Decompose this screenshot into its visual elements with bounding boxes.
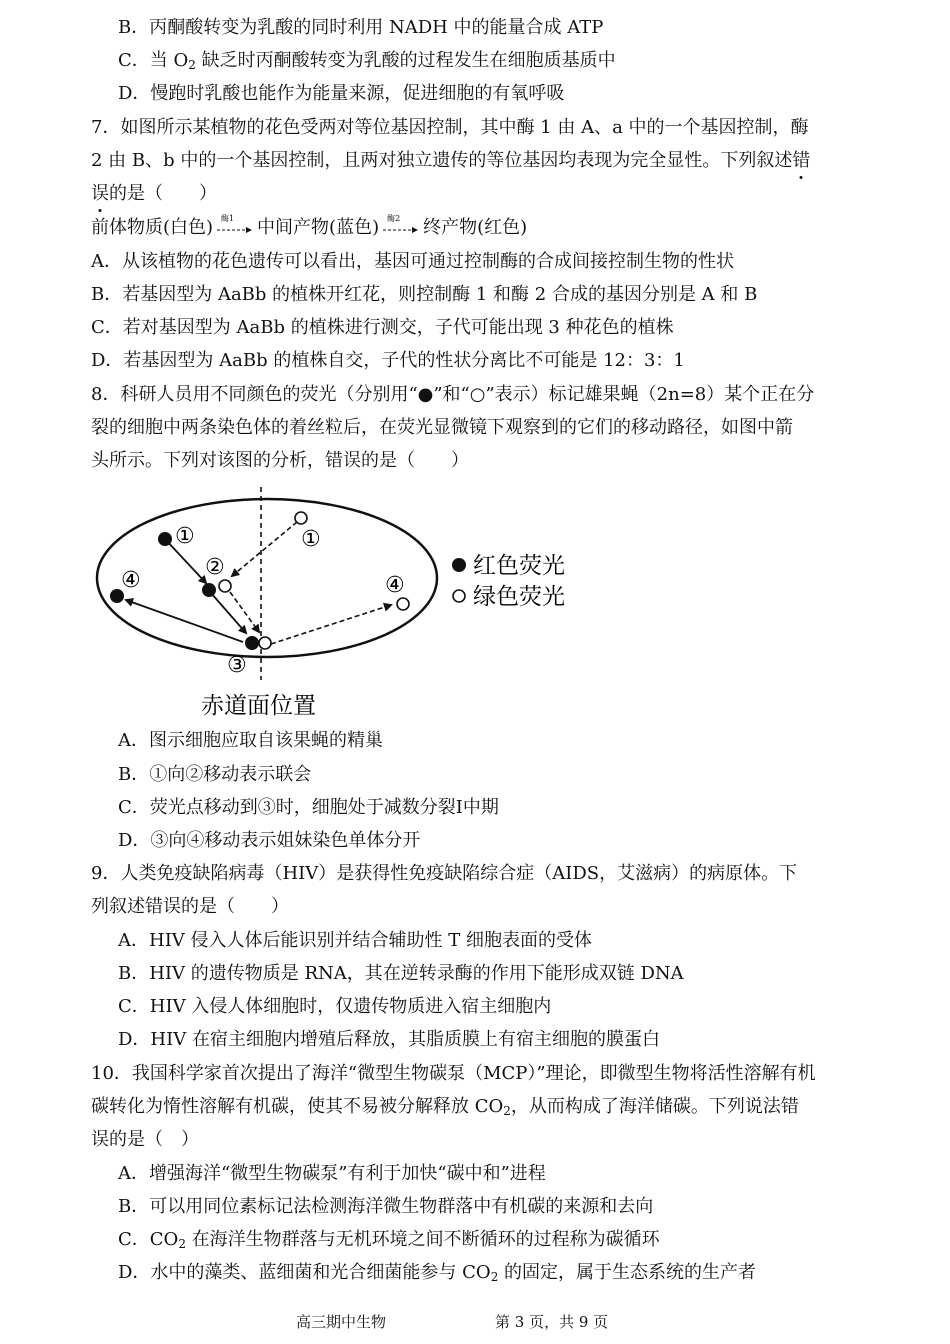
- legend-red-label: 红色荧光: [473, 553, 565, 579]
- green-path-1-to-2: [232, 522, 297, 576]
- q10-stem-line-2: [91, 1095, 799, 1123]
- green-dot-1: [295, 512, 307, 524]
- mark-red-4: ④: [121, 568, 141, 593]
- q6-option-c: [118, 49, 616, 77]
- mark-green-4: ④: [385, 573, 405, 598]
- q10-option-d: [118, 1261, 756, 1289]
- mark-3: ③: [227, 653, 247, 678]
- q9-option-b: B．HIV 的遗传物质是 RNA，其在逆转录酶的作用下能形成双链 DNA: [118, 963, 684, 984]
- red-path-2-to-3: [211, 593, 246, 633]
- footer-page-number: 第 3 页，共 9 页: [495, 1313, 609, 1331]
- q10d-subscript: 2: [490, 1270, 499, 1284]
- green-path-2-to-3: [230, 592, 259, 632]
- q10c-text-b: 在海洋生物群落与无机环境之间不断循环的过程称为碳循环: [185, 1229, 660, 1250]
- q10d-text-a: D．水中的藻类、蓝细菌和光合细菌能参与 CO: [118, 1262, 491, 1283]
- q10-stem-line-1: 10．我国科学家首次提出了海洋“微型生物碳泵（MCP）”理论，即微型生物将活性溶解有机: [91, 1063, 816, 1084]
- red-dot-2: [202, 583, 216, 597]
- mark-red-1: ①: [175, 524, 195, 549]
- q7-option-d: D．若基因型为 AaBb 的植株自交，子代的性状分离比不可能是 12：3：1: [91, 350, 685, 371]
- q7-option-c: C．若对基因型为 AaBb 的植株进行测交，子代可能出现 3 种花色的植株: [91, 317, 674, 338]
- q7-emphasis-wu: 误: [91, 183, 109, 204]
- legend-red-dot: [452, 558, 466, 572]
- equatorial-plane-caption: 赤道面位置: [201, 693, 316, 719]
- q8-option-a: A．图示细胞应取自该果蝇的精巢: [118, 730, 383, 751]
- pathway-final: 终产物(红色): [423, 217, 528, 238]
- q9-option-a: A．HIV 侵入人体后能识别并结合辅助性 T 细胞表面的受体: [118, 930, 592, 951]
- red-dot-3: [245, 636, 259, 650]
- q7-stem-2a: 2 由 B、b 中的一个基因控制，且两对独立遗传的等位基因均表现为完全显性。下列叙述: [91, 150, 793, 171]
- green-dot-4: [397, 598, 409, 610]
- q10c-subscript: 2: [178, 1237, 186, 1251]
- arrow-right-icon: [215, 226, 253, 234]
- q8-option-c: C．荧光点移动到③时，细胞处于减数分裂Ⅰ中期: [118, 797, 499, 818]
- q10-stem-2b: ，从而构成了海洋储碳。下列说法错: [510, 1096, 799, 1117]
- q7-stem-line-3: [91, 182, 217, 206]
- arrow-right-icon: [381, 226, 419, 234]
- red-dot-1: [158, 532, 172, 546]
- q8-stem-line-2: 裂的细胞中两条染色体的着丝粒后，在荧光显微镜下观察到的它们的移动路径，如图中箭: [91, 417, 793, 438]
- q7-option-b: B．若基因型为 AaBb 的植株开红花，则控制酶 1 和酶 2 合成的基因分别是 A 和 B: [91, 284, 758, 305]
- q6c-subscript: 2: [188, 58, 196, 72]
- pathway-precursor: 前体物质(白色): [91, 217, 214, 238]
- q10-option-c: [118, 1228, 660, 1256]
- legend-green-dot: [453, 590, 465, 602]
- q10-stem-subscript: 2: [503, 1104, 511, 1118]
- enzyme1-label: 酶1: [221, 214, 235, 223]
- q6-option-d: D．慢跑时乳酸也能作为能量来源，促进细胞的有氧呼吸: [118, 83, 565, 104]
- q9-option-d: D．HIV 在宿主细胞内增殖后释放，其脂质膜上有宿主细胞的膜蛋白: [118, 1029, 660, 1050]
- green-path-3-to-4: [271, 605, 391, 644]
- green-dot-3: [259, 637, 271, 649]
- q7-stem-3b: 的是（ ）: [109, 183, 217, 204]
- q10d-text-b: 的固定，属于生态系统的生产者: [498, 1262, 757, 1283]
- footer-subject: 高三期中生物: [296, 1313, 387, 1331]
- green-dot-2: [219, 580, 231, 592]
- enzyme1-arrow: [215, 214, 255, 238]
- enzyme2-label: 酶2: [387, 214, 401, 223]
- q7-emphasis-cuo: 错: [792, 150, 811, 171]
- mark-2: ②: [205, 555, 225, 580]
- q8-stem-line-1: 8．科研人员用不同颜色的荧光（分别用“●”和“○”表示）标记雄果蝇（2n=8）某个正在分: [91, 384, 815, 405]
- q10-stem-2a: 碳转化为惰性溶解有机碳，使其不易被分解释放 CO: [91, 1096, 504, 1117]
- q9-option-c: C．HIV 入侵人体细胞时，仅遗传物质进入宿主细胞内: [118, 996, 552, 1017]
- q9-stem-line-1: 9．人类免疫缺陷病毒（HIV）是获得性免疫缺陷综合症（AIDS，艾滋病）的病原体。下: [91, 863, 798, 884]
- legend-green-label: 绿色荧光: [473, 584, 565, 610]
- q8-stem-line-3: 头所示。下列对该图的分析，错误的是（ ）: [91, 450, 469, 471]
- q10-option-b: B．可以用同位素标记法检测海洋微生物群落中有机碳的来源和去向: [118, 1196, 654, 1217]
- q10c-text-a: C．CO: [118, 1229, 179, 1250]
- q6-option-b: B．丙酮酸转变为乳酸的同时利用 NADH 中的能量合成 ATP: [118, 17, 604, 38]
- q7-pathway: [91, 216, 527, 240]
- q7-stem-line-1: 7．如图所示某植物的花色受两对等位基因控制，其中酶 1 由 A、a 中的一个基因控制，酶: [91, 117, 809, 138]
- mark-green-1: ①: [301, 527, 321, 552]
- q9-stem-line-2: 列叙述错误的是（ ）: [91, 896, 289, 917]
- red-path-3-to-4: [126, 600, 243, 642]
- enzyme2-arrow: [381, 214, 421, 238]
- q10-option-a: A．增强海洋“微型生物碳泵”有利于加快“碳中和”进程: [118, 1163, 546, 1184]
- q8-option-b: B．①向②移动表示联会: [118, 764, 312, 785]
- q6c-text-b: 缺乏时丙酮酸转变为乳酸的过程发生在细胞质基质中: [195, 50, 616, 71]
- q8-option-d: D．③向④移动表示姐妹染色单体分开: [118, 830, 421, 851]
- q7-option-a: A．从该植物的花色遗传可以看出，基因可通过控制酶的合成间接控制生物的性状: [91, 251, 734, 272]
- q7-stem-line-2: [91, 149, 810, 173]
- chromosome-movement-diagram: [85, 482, 605, 727]
- q10-stem-line-3: 误的是（ ）: [91, 1129, 199, 1150]
- pathway-intermediate: 中间产物(蓝色): [257, 217, 380, 238]
- q6c-text-a: C．当 O: [118, 50, 189, 71]
